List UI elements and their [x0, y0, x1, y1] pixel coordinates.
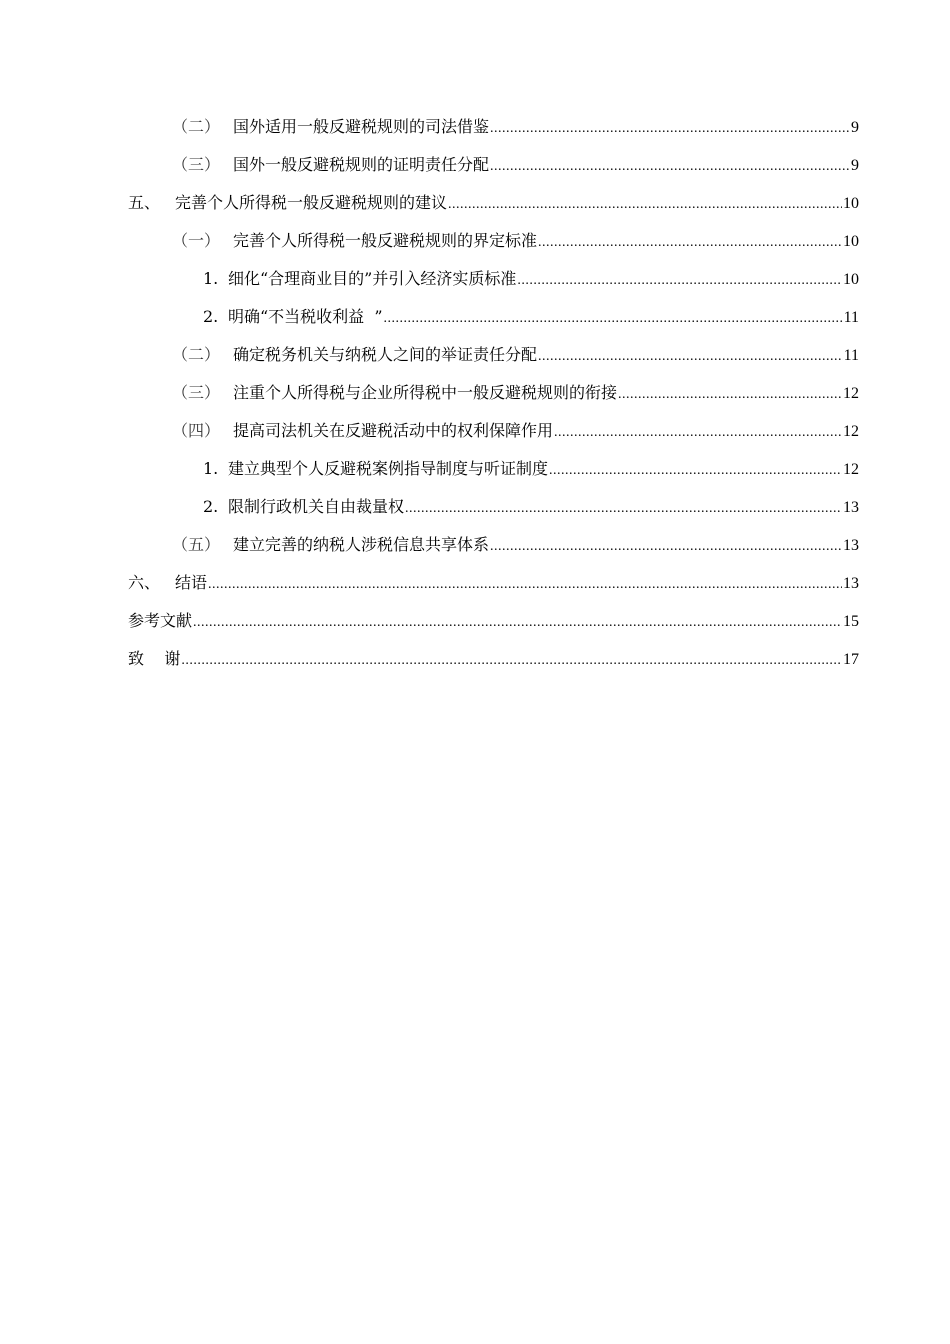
dot-leader: [538, 224, 842, 262]
dot-leader: [490, 148, 850, 186]
dot-leader: [181, 642, 842, 680]
toc-entry-number: 2.: [203, 497, 219, 516]
toc-entry-number: （四）: [172, 421, 221, 440]
toc-entry-page-number: 11: [843, 347, 859, 364]
dot-leader: [405, 490, 842, 528]
dot-leader: [549, 452, 842, 490]
toc-entry-page-number: 10: [843, 195, 859, 212]
dot-leader: [490, 528, 842, 566]
toc-entry-label: [128, 602, 192, 640]
toc-entry-title: 建立完善的纳税人涉税信息共享体系: [233, 535, 490, 554]
toc-entry-title: 国外一般反避税规则的证明责任分配: [233, 155, 490, 174]
toc-entry-page-number: 9: [851, 119, 859, 136]
toc-chapter-entry[interactable]: [0, 640, 950, 678]
toc-entry[interactable]: [0, 146, 950, 184]
toc-entry-number: （二）: [172, 117, 221, 136]
toc-subentry[interactable]: [0, 450, 950, 488]
toc-entry-label: [128, 184, 447, 222]
toc-entry[interactable]: [0, 412, 950, 450]
toc-entry-number: （三）: [172, 155, 221, 174]
toc-entry-number: （五）: [172, 535, 221, 554]
toc-entry-title: 注重个人所得税与企业所得税中一般反避税规则的衔接: [233, 383, 618, 402]
toc-entry-label: [172, 412, 553, 450]
toc-entry-label: [172, 222, 537, 260]
toc-entry-number: 1.: [203, 269, 219, 288]
dot-leader: [554, 414, 842, 452]
toc-entry-title: 完善个人所得税一般反避税规则的界定标准: [233, 231, 538, 250]
dot-leader: [538, 338, 843, 376]
toc-entry-title: 国外适用一般反避税规则的司法借鉴: [233, 117, 490, 136]
toc-entry-page-number: 13: [843, 499, 859, 516]
toc-entry-number: 五、: [128, 193, 161, 212]
dot-leader: [193, 604, 842, 642]
toc-entry-page-number: 9: [851, 157, 859, 174]
toc-entry-page-number: 15: [843, 613, 859, 630]
toc-entry-label: [203, 450, 548, 488]
dot-leader: [208, 566, 842, 604]
toc-entry-label: [172, 146, 489, 184]
toc-entry-page-number: 13: [843, 575, 859, 592]
toc-entry-title: 确定税务机关与纳税人之间的举证责任分配: [233, 345, 538, 364]
toc-entry[interactable]: [0, 526, 950, 564]
toc-chapter-entry[interactable]: [0, 564, 950, 602]
toc-entry-number: （二）: [172, 345, 221, 364]
toc-entry-title: 参考文献: [128, 611, 193, 630]
toc-entry-label: [203, 298, 383, 336]
table-of-contents: [0, 108, 950, 678]
toc-entry-number: 2.: [203, 307, 219, 326]
dot-leader: [384, 300, 843, 338]
toc-entry-title: 提高司法机关在反避税活动中的权利保障作用: [233, 421, 554, 440]
toc-subentry[interactable]: [0, 260, 950, 298]
toc-entry-page-number: 13: [843, 537, 859, 554]
toc-entry-label: [172, 374, 617, 412]
toc-entry-number: （一）: [172, 231, 221, 250]
toc-entry[interactable]: [0, 336, 950, 374]
toc-entry-title: 结语: [175, 573, 208, 592]
toc-chapter-entry[interactable]: [0, 184, 950, 222]
toc-entry-page-number: 12: [843, 461, 859, 478]
toc-entry-page-number: 12: [843, 423, 859, 440]
toc-entry-label: [203, 488, 404, 526]
toc-entry-title: 细化“合理商业目的”并引入经济实质标准: [228, 269, 517, 288]
toc-entry[interactable]: [0, 374, 950, 412]
toc-entry-page-number: 10: [843, 271, 859, 288]
toc-entry-label: [128, 564, 207, 602]
dot-leader: [517, 262, 842, 300]
toc-entry-label: [128, 640, 180, 678]
toc-entry-title: 建立典型个人反避税案例指导制度与听证制度: [228, 459, 549, 478]
toc-entry-page-number: 11: [843, 309, 859, 326]
toc-entry-label: [172, 526, 489, 564]
toc-entry-title: 完善个人所得税一般反避税规则的建议: [175, 193, 448, 212]
toc-entry-number: （三）: [172, 383, 221, 402]
toc-entry-label: [203, 260, 516, 298]
toc-entry-title: 致 谢: [128, 649, 181, 668]
toc-entry-label: [172, 108, 489, 146]
toc-entry-number: 六、: [128, 573, 161, 592]
toc-subentry[interactable]: [0, 488, 950, 526]
toc-entry-label: [172, 336, 537, 374]
dot-leader: [618, 376, 842, 414]
toc-entry-page-number: 17: [843, 651, 859, 668]
toc-entry-number: 1.: [203, 459, 219, 478]
toc-entry-title: 限制行政机关自由裁量权: [228, 497, 405, 516]
toc-entry[interactable]: [0, 108, 950, 146]
toc-entry-page-number: 12: [843, 385, 859, 402]
toc-entry[interactable]: [0, 222, 950, 260]
toc-entry-title: 明确“不当税收利益 ”: [228, 307, 383, 326]
dot-leader: [490, 110, 850, 148]
toc-entry-page-number: 10: [843, 233, 859, 250]
toc-chapter-entry[interactable]: [0, 602, 950, 640]
toc-subentry[interactable]: [0, 298, 950, 336]
dot-leader: [448, 186, 842, 224]
